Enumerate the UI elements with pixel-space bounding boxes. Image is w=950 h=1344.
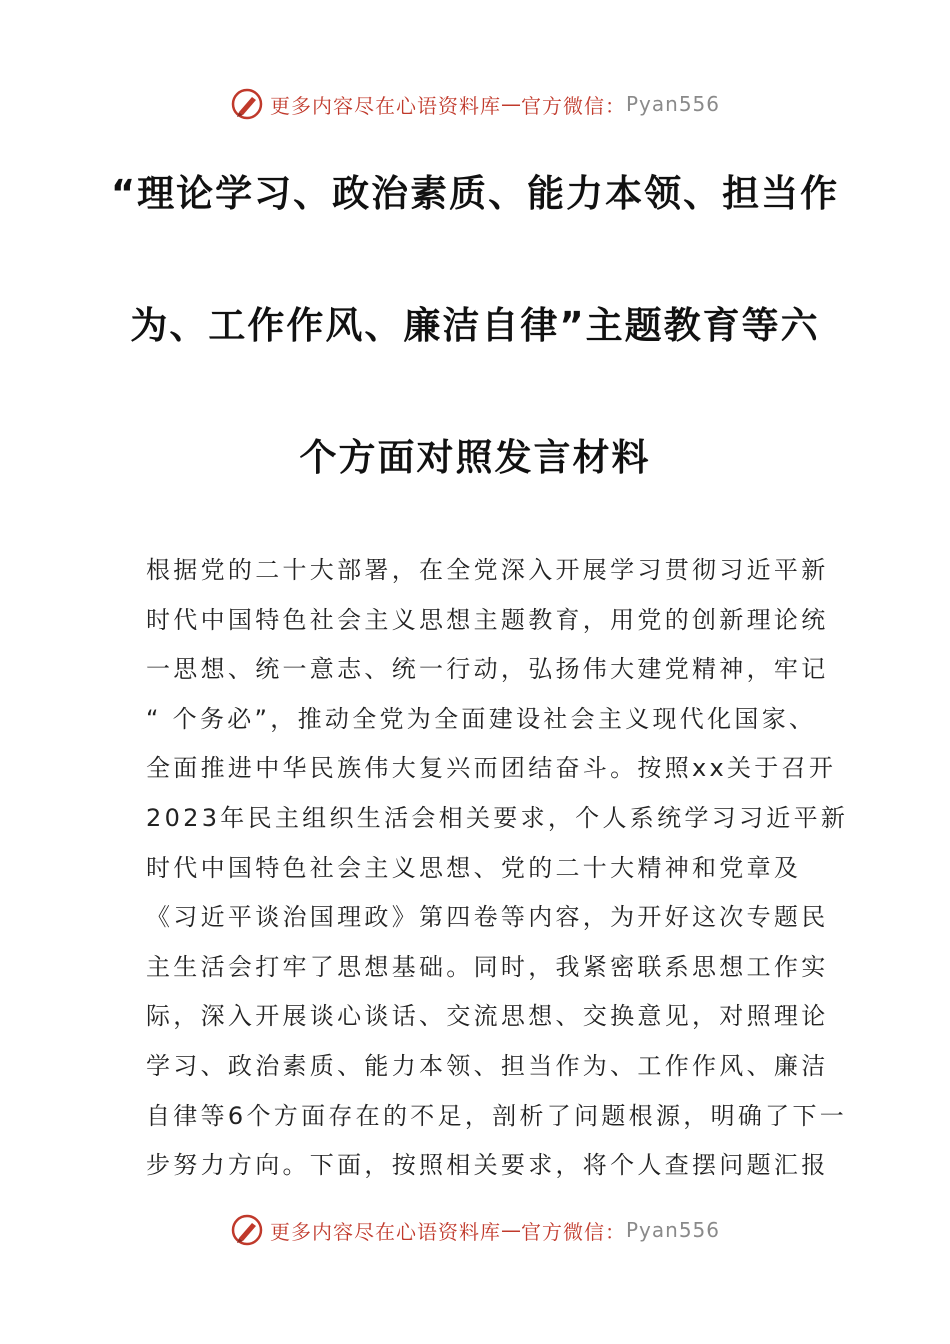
title-line-1: “理论学习、政治素质、能力本领、担当作	[110, 172, 840, 215]
header-watermark	[0, 84, 950, 124]
watermark-channel: 官方微信：	[520, 1219, 626, 1244]
body-line: 根据党的二十大部署，在全党深入开展学习贯彻习近平新	[146, 556, 829, 584]
body-paragraph	[146, 546, 849, 1191]
body-line: 全面推进中华民族伟大复兴而团结奋斗。按照xx关于召开	[146, 754, 837, 783]
watermark-separator: —	[500, 1218, 521, 1242]
body-line: “ 个务必”，推动全党为全面建设社会主义现代化国家、	[146, 704, 817, 733]
body-line: 时代中国特色社会主义思想主题教育，用党的创新理论统	[146, 605, 829, 634]
pen-circle-icon	[230, 1213, 264, 1247]
body-line: 步努力方向。下面，按照相关要求，将个人查摆问题汇报	[146, 1151, 829, 1180]
watermark-brand: 更多内容尽在心语资料库	[269, 1219, 501, 1244]
watermark-separator: —	[500, 92, 521, 116]
watermark-account: Pyan556	[625, 1218, 720, 1242]
watermark-channel: 官方微信：	[520, 93, 626, 118]
body-line: 时代中国特色社会主义思想、党的二十大精神和党章及	[146, 853, 802, 882]
body-line: 《习近平谈治国理政》第四卷等内容，为开好这次专题民	[146, 903, 829, 932]
body-line: 际，深入开展谈心谈话、交流思想、交换意见，对照理论	[146, 1002, 829, 1031]
title-line-2: 为、工作作风、廉洁自律”主题教育等六	[130, 304, 820, 347]
watermark-account: Pyan556	[625, 92, 720, 116]
body-line: 主生活会打牢了思想基础。同时，我紧密联系思想工作实	[146, 952, 829, 981]
footer-watermark	[0, 1210, 950, 1250]
pen-circle-icon	[230, 87, 264, 121]
body-line: 2023年民主组织生活会相关要求，个人系统学习习近平新	[146, 803, 849, 832]
watermark-brand: 更多内容尽在心语资料库	[269, 93, 501, 118]
body-line: 一思想、统一意志、统一行动，弘扬伟大建党精神，牢记	[146, 655, 829, 684]
body-line: 自律等6个方面存在的不足，剖析了问题根源，明确了下一	[146, 1101, 848, 1130]
body-line: 学习、政治素质、能力本领、担当作为、工作作风、廉洁	[146, 1051, 829, 1080]
title-line-3: 个方面对照发言材料	[299, 436, 651, 479]
